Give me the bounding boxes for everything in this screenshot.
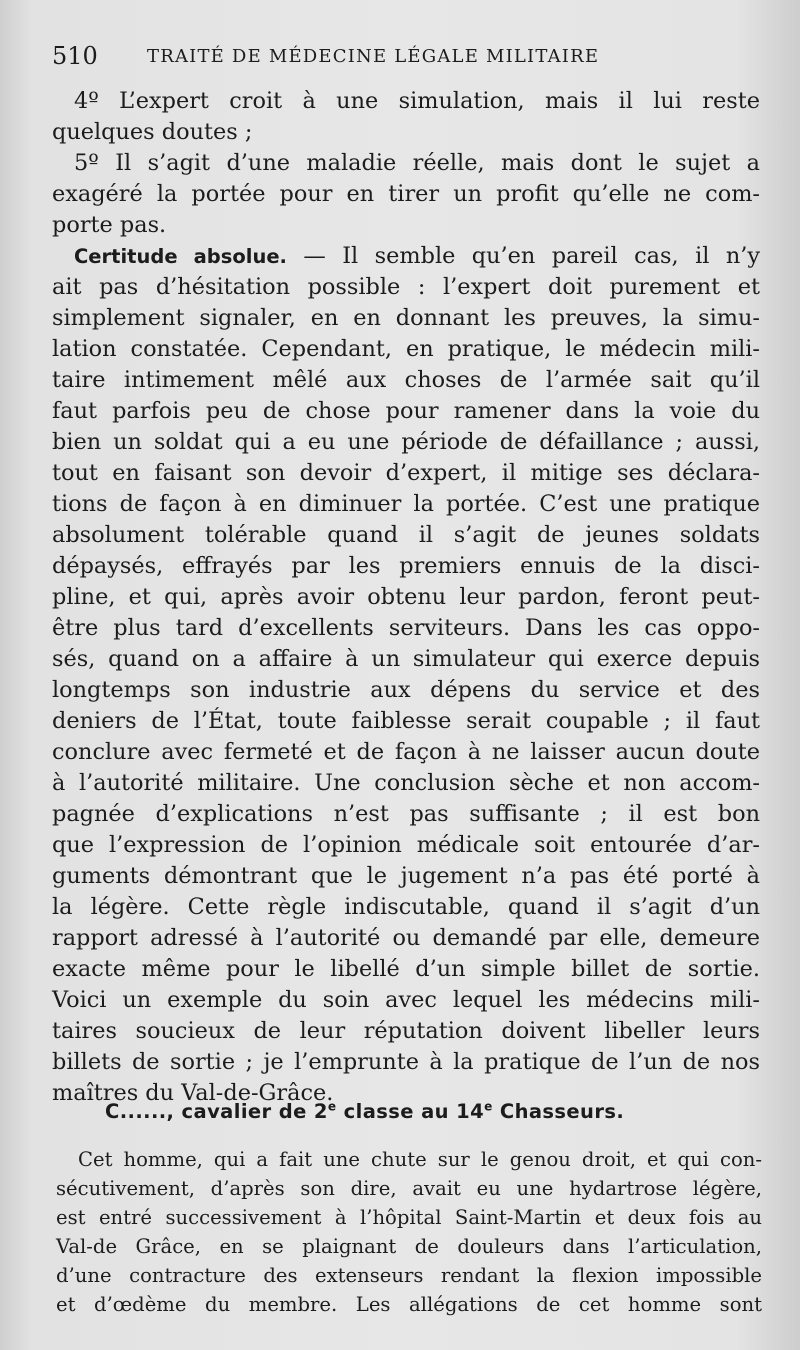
- text-fragment: — Il semble qu’en pareil cas, il n’y: [286, 243, 761, 269]
- main-text: [52, 86, 760, 1109]
- text-line: absolument tolérable quand il s’agit de jeunes soldats: [52, 522, 760, 548]
- text-line: longtemps son industrie aux dépens du service et des: [52, 677, 760, 703]
- text-line: maîtres du Val-de-Grâce.: [52, 1080, 334, 1106]
- text-line: billets de sortie ; je l’emprunte à la pratique de l’un de nos: [52, 1049, 760, 1075]
- text-line: lation constatée. Cependant, en pratique, le médecin mili-: [52, 336, 760, 362]
- page-header: [52, 40, 752, 72]
- text-line: exagéré la portée pour en tirer un profit qu’elle ne com-: [52, 181, 760, 207]
- text-line: sécutivement, d’après son dire, avait eu une hydartrose légère,: [56, 1177, 762, 1200]
- text-line: 4º L’expert croit à une simulation, mais il lui reste: [74, 88, 760, 114]
- text-line: Cet homme, qui a fait une chute sur le genou droit, et qui con-: [78, 1148, 762, 1171]
- ordinal-suffix: e: [484, 1099, 493, 1114]
- text-line: deniers de l’État, toute faiblesse serait coupable ; il faut: [52, 708, 760, 734]
- paragraph-certitude: [52, 241, 760, 1109]
- case-heading: [105, 1097, 624, 1127]
- case-report-text: [56, 1145, 762, 1319]
- paragraph-item-5: [52, 148, 760, 241]
- text-line: est entré successivement à l’hôpital Saint-Martin et deux fois au: [56, 1206, 762, 1229]
- text-line: conclure avec fermeté et de façon à ne laisser aucun doute: [52, 739, 760, 765]
- heading-fragment: classe au 14: [336, 1100, 485, 1123]
- running-head: TRAITÉ DE MÉDECINE LÉGALE MILITAIRE: [147, 46, 600, 67]
- text-line: que l’expression de l’opinion médicale soit entourée d’ar-: [52, 832, 760, 858]
- text-line: exacte même pour le libellé d’un simple billet de sortie.: [52, 956, 760, 982]
- text-line: rapport adressé à l’autorité ou demandé par elle, demeure: [52, 925, 760, 951]
- text-line: à l’autorité militaire. Une conclusion sèche et non accom-: [52, 770, 760, 796]
- text-line: quelques doutes ;: [52, 119, 253, 145]
- text-line: Voici un exemple du soin avec lequel les médecins mili-: [52, 987, 760, 1013]
- text-line: la légère. Cette règle indiscutable, quand il s’agit d’un: [52, 894, 760, 920]
- runin-heading: Certitude absolue.: [74, 245, 287, 268]
- text-line: tions de façon à en diminuer la portée. C’est une pratique: [52, 491, 760, 517]
- text-line: 5º Il s’agit d’une maladie réelle, mais dont le sujet a: [74, 150, 760, 176]
- text-line: et d’œdème du membre. Les allégations de cet homme sont: [56, 1293, 762, 1316]
- text-line: Val-de Grâce, en se plaignant de douleurs dans l’articulation,: [56, 1235, 762, 1258]
- text-line: guments démontrant que le jugement n’a pas été porté à: [52, 863, 760, 889]
- paragraph-item-4: [52, 86, 760, 148]
- page-number: 510: [52, 42, 98, 70]
- text-line: ait pas d’hésitation possible : l’expert doit purement et: [52, 274, 760, 300]
- text-line: [52, 241, 760, 272]
- text-line: taires soucieux de leur réputation doivent libeller leurs: [52, 1018, 760, 1044]
- text-line: sés, quand on a affaire à un simulateur qui exerce depuis: [52, 646, 760, 672]
- heading-fragment: Chasseurs.: [492, 1100, 625, 1123]
- text-line: pline, et qui, après avoir obtenu leur pardon, feront peut-: [52, 584, 760, 610]
- text-line: porte pas.: [52, 212, 167, 238]
- heading-fragment: C......, cavalier de 2: [105, 1100, 328, 1123]
- text-line: être plus tard d’excellents serviteurs. Dans les cas oppo-: [52, 615, 760, 641]
- text-line: faut parfois peu de chose pour ramener dans la voie du: [52, 398, 760, 424]
- text-line: tout en faisant son devoir d’expert, il mitige ses déclara-: [52, 460, 760, 486]
- ordinal-suffix: e: [327, 1099, 337, 1114]
- text-line: d’une contracture des extenseurs rendant la flexion impossible: [56, 1264, 762, 1287]
- text-line: dépaysés, effrayés par les premiers ennuis de la disci-: [52, 553, 760, 579]
- text-line: bien un soldat qui a eu une période de défaillance ; aussi,: [52, 429, 760, 455]
- text-line: taire intimement mêlé aux choses de l’armée sait qu’il: [52, 367, 760, 393]
- text-line: simplement signaler, en en donnant les preuves, la simu-: [52, 305, 760, 331]
- text-line: pagnée d’explications n’est pas suffisante ; il est bon: [52, 801, 760, 827]
